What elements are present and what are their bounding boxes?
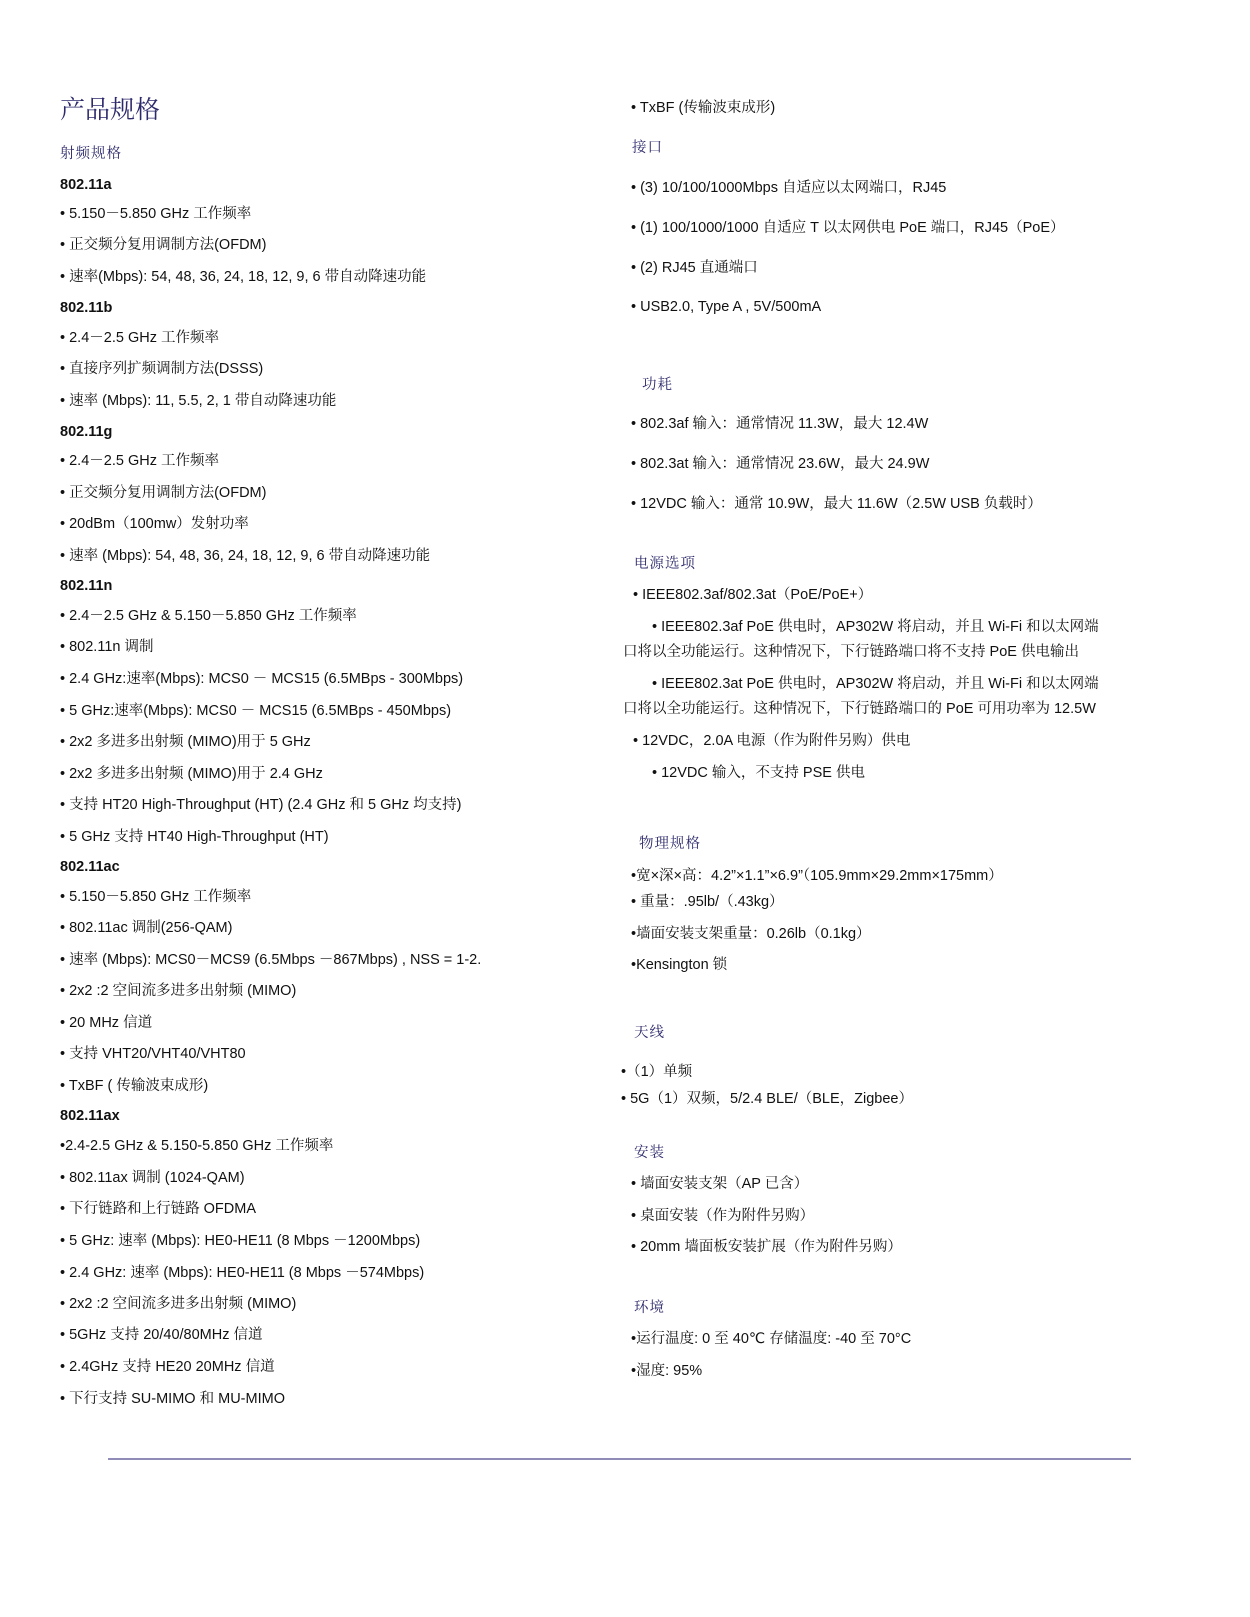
list-item: • 2x2 多进多出射频 (MIMO)用于 5 GHz xyxy=(60,734,311,750)
power-heading: 功耗 xyxy=(642,377,673,393)
list-item: • 802.11ac 调制(256-QAM) xyxy=(60,920,233,936)
list-item: • 速率 (Mbps): MCS0－MCS9 (6.5Mbps －867Mbps) , NSS = 1-2. xyxy=(60,952,482,968)
list-item: • TxBF ( 传输波束成形) xyxy=(60,1078,209,1094)
list-item: • 20mm 墙面板安装扩展（作为附件另购） xyxy=(631,1239,902,1255)
list-item: • 桌面安装（作为附件另购） xyxy=(631,1208,815,1224)
power-options-heading: 电源选项 xyxy=(634,556,696,572)
list-item: • 2.4－2.5 GHz 工作频率 xyxy=(60,330,219,346)
list-item: •（1）单频 xyxy=(621,1064,693,1080)
list-item: • 直接序列扩频调制方法(DSSS) xyxy=(60,361,264,377)
list-item: • 下行支持 SU-MIMO 和 MU-MIMO xyxy=(60,1391,285,1407)
list-item: • 支持 VHT20/VHT40/VHT80 xyxy=(60,1046,246,1062)
list-item: • 支持 HT20 High-Throughput (HT) (2.4 GHz 和 5 GHz 均支持) xyxy=(60,797,462,813)
list-item: • 墙面安装支架（AP 已含） xyxy=(631,1176,809,1192)
band-heading-80211ax: 802.11ax xyxy=(60,1108,120,1124)
list-item: • 重量：.95lb/（.43kg） xyxy=(631,894,784,910)
list-item: •运行温度: 0 至 40℃ 存储温度: -40 至 70°C xyxy=(631,1331,912,1347)
list-item: • IEEE802.3af PoE 供电时，AP302W 将启动，并且 Wi-Fi 和以太网端 xyxy=(652,619,1099,635)
list-item: •宽×深×高：4.2”×1.1”×6.9”（105.9mm×29.2mm×175mm） xyxy=(631,868,1003,884)
list-item: • 802.11n 调制 xyxy=(60,639,154,655)
list-item: • 5.150－5.850 GHz 工作频率 xyxy=(60,889,252,905)
list-item: • 速率(Mbps): 54, 48, 36, 24, 18, 12, 9, 6 带自动降速功能 xyxy=(60,269,427,285)
list-item: • 20dBm（100mw）发射功率 xyxy=(60,516,249,532)
antenna-heading: 天线 xyxy=(634,1025,665,1041)
list-item: 口将以全功能运行。这种情况下，下行链路端口将不支持 PoE 供电输出 xyxy=(623,644,1079,660)
list-item: • 2.4－2.5 GHz & 5.150－5.850 GHz 工作频率 xyxy=(60,608,357,624)
list-item: • 正交频分复用调制方法(OFDM) xyxy=(60,485,267,501)
list-item: • IEEE802.3af/802.3at（PoE/PoE+） xyxy=(633,587,873,603)
list-item: •湿度: 95% xyxy=(631,1363,703,1379)
rf-spec-heading: 射频规格 xyxy=(60,146,122,162)
interface-heading: 接口 xyxy=(632,140,663,156)
environment-heading: 环境 xyxy=(634,1300,665,1316)
list-item: • 正交频分复用调制方法(OFDM) xyxy=(60,237,267,253)
list-item: •Kensington 锁 xyxy=(631,957,728,973)
list-item: • (1) 100/1000/1000 自适应 T 以太网供电 PoE 端口，RJ45（PoE） xyxy=(631,220,1065,236)
list-item: • (2) RJ45 直通端口 xyxy=(631,260,758,276)
band-heading-80211a: 802.11a xyxy=(60,177,112,193)
list-item: • 5.150－5.850 GHz 工作频率 xyxy=(60,206,252,222)
list-item: • (3) 10/100/1000Mbps 自适应以太网端口，RJ45 xyxy=(631,180,947,196)
list-item: • 12VDC 输入：通常 10.9W，最大 11.6W（2.5W USB 负载时） xyxy=(631,496,1042,512)
band-heading-80211g: 802.11g xyxy=(60,424,113,440)
band-heading-80211n: 802.11n xyxy=(60,578,113,594)
list-item: • 802.3af 输入：通常情况 11.3W，最大 12.4W xyxy=(631,416,929,432)
list-item: • 2.4GHz 支持 HE20 20MHz 信道 xyxy=(60,1359,275,1375)
list-item: • 2.4 GHz:速率(Mbps): MCS0 － MCS15 (6.5MBps - 300Mbps) xyxy=(60,671,464,687)
list-item: • 2.4－2.5 GHz 工作频率 xyxy=(60,453,219,469)
band-heading-80211ac: 802.11ac xyxy=(60,859,120,875)
list-item: • 2x2 多进多出射频 (MIMO)用于 2.4 GHz xyxy=(60,766,323,782)
list-item: •2.4-2.5 GHz & 5.150-5.850 GHz 工作频率 xyxy=(60,1138,334,1154)
footer-divider xyxy=(108,1458,1131,1460)
list-item: • 5G（1）双频，5/2.4 BLE/（BLE，Zigbee） xyxy=(621,1091,913,1107)
list-item: • IEEE802.3at PoE 供电时，AP302W 将启动，并且 Wi-Fi 和以太网端 xyxy=(652,676,1099,692)
page-title: 产品规格 xyxy=(60,97,161,124)
band-heading-80211b: 802.11b xyxy=(60,300,113,316)
list-item: • 802.11ax 调制 (1024-QAM) xyxy=(60,1170,245,1186)
list-item: • 2.4 GHz: 速率 (Mbps): HE0-HE11 (8 Mbps －574Mbps) xyxy=(60,1265,425,1281)
list-item: • 2x2 :2 空间流多进多出射频 (MIMO) xyxy=(60,1296,297,1312)
list-item: • 802.3at 输入：通常情况 23.6W，最大 24.9W xyxy=(631,456,930,472)
list-item: • TxBF (传输波束成形) xyxy=(631,100,776,116)
list-item: • 下行链路和上行链路 OFDMA xyxy=(60,1201,256,1217)
install-heading: 安装 xyxy=(634,1145,665,1161)
list-item: 口将以全功能运行。这种情况下，下行链路端口的 PoE 可用功率为 12.5W xyxy=(623,701,1096,717)
physical-heading: 物理规格 xyxy=(639,836,701,852)
list-item: • 5 GHz: 速率 (Mbps): HE0-HE11 (8 Mbps －1200Mbps) xyxy=(60,1233,421,1249)
list-item: • 速率 (Mbps): 11, 5.5, 2, 1 带自动降速功能 xyxy=(60,393,337,409)
list-item: • 2x2 :2 空间流多进多出射频 (MIMO) xyxy=(60,983,297,999)
list-item: • 5 GHz 支持 HT40 High-Throughput (HT) xyxy=(60,829,329,845)
list-item: •墙面安装支架重量：0.26lb（0.1kg） xyxy=(631,926,871,942)
list-item: • USB2.0, Type A , 5V/500mA xyxy=(631,299,822,315)
list-item: • 12VDC，2.0A 电源（作为附件另购）供电 xyxy=(633,733,911,749)
list-item: • 5 GHz:速率(Mbps): MCS0 － MCS15 (6.5MBps - 450Mbps) xyxy=(60,703,452,719)
list-item: • 12VDC 输入，不支持 PSE 供电 xyxy=(652,765,865,781)
list-item: • 5GHz 支持 20/40/80MHz 信道 xyxy=(60,1327,263,1343)
list-item: • 20 MHz 信道 xyxy=(60,1015,153,1031)
list-item: • 速率 (Mbps): 54, 48, 36, 24, 18, 12, 9, 6 带自动降速功能 xyxy=(60,548,431,564)
